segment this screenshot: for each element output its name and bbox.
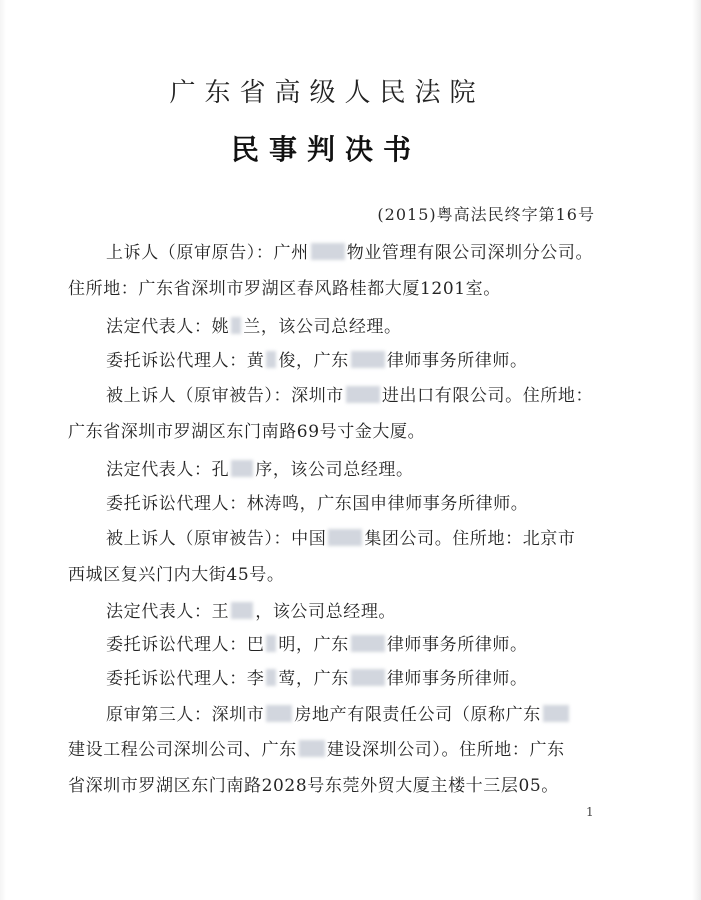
rep-role: 法定代表人：	[106, 460, 212, 480]
third-party-name-part: 房地产有限责任公司（原称广东	[294, 705, 541, 725]
redaction-mark	[346, 386, 380, 403]
appellant-name-part: 广州	[273, 243, 309, 263]
respondent1-address: 广东省深圳市罗湖区东门南路69号寸金大厦。	[68, 422, 426, 442]
third-party-name-part: 深圳市	[211, 705, 265, 725]
rep-role: 法定代表人：	[106, 317, 212, 337]
third-party-role: 原审第三人：	[106, 705, 212, 725]
appellant-address: 住所地：广东省深圳市罗湖区春风路桂都大厦1201室。	[68, 279, 501, 299]
agent-name-part: 律师事务所律师。	[386, 351, 528, 371]
appellant-representative	[106, 312, 402, 337]
rep-name-part: 序，该公司总经理。	[255, 460, 414, 480]
page-number: 1	[586, 805, 594, 819]
respondent2-line	[106, 524, 576, 549]
respondent1-name-part: 深圳市	[291, 386, 344, 406]
agent-role: 委托诉讼代理人：	[106, 669, 247, 689]
agent-name-part: 律师事务所律师。	[386, 669, 528, 689]
agent-name-part: 巴	[246, 635, 265, 655]
agent-name-part: 律师事务所律师。	[386, 635, 528, 655]
redaction-mark	[266, 669, 276, 686]
respondent1-representative	[106, 455, 414, 480]
redaction-mark	[266, 351, 276, 368]
rep-name-part: 王	[211, 602, 230, 622]
redaction-mark	[351, 351, 385, 368]
redaction-mark	[231, 602, 253, 619]
redaction-mark	[266, 635, 276, 652]
rep-name-part: 孔	[211, 460, 230, 480]
redaction-mark	[311, 243, 345, 260]
redaction-mark	[266, 705, 292, 722]
case-number: (2015)粤高法民终字第16号	[377, 205, 595, 224]
court-name: 广东省高级人民法院	[169, 78, 485, 108]
respondent2-role: 被上诉人（原审被告）：	[106, 529, 292, 549]
third-party-name-part: 建设深圳公司）。住所地：广东	[326, 740, 565, 760]
redaction-mark	[351, 635, 385, 652]
respondent2-agent-1	[106, 630, 528, 655]
appellant-name-part: 物业管理有限公司深圳分公司。	[346, 243, 594, 263]
appellant-role: 上诉人（原审原告）：	[106, 243, 274, 263]
agent-name-part: 莺，广东	[278, 669, 349, 689]
appellant-line	[106, 238, 593, 263]
respondent2-name-part: 中国	[291, 529, 327, 549]
respondent1-line	[106, 381, 593, 406]
third-party-name-part: 建设工程公司深圳公司、广东	[68, 740, 297, 760]
agent-name-part: 黄	[246, 351, 265, 371]
respondent1-role: 被上诉人（原审被告）：	[106, 386, 292, 406]
rep-name-part: 兰，该公司总经理。	[243, 317, 402, 337]
redaction-mark	[351, 669, 385, 686]
respondent2-agent-2	[106, 664, 528, 689]
document-title: 民事判决书	[230, 133, 421, 166]
redaction-mark	[231, 317, 241, 334]
agent-name-part: 李	[246, 669, 265, 689]
redaction-mark	[328, 529, 362, 546]
agent-name-part: 明，广东	[278, 635, 349, 655]
respondent1-name-part: 进出口有限公司。住所地：	[381, 386, 594, 406]
redaction-mark	[299, 740, 325, 757]
third-party-line-2	[68, 735, 565, 760]
appellant-agent	[106, 346, 528, 371]
rep-name-part: ，该公司总经理。	[255, 602, 397, 622]
respondent2-address: 西城区复兴门内大街45号。	[68, 565, 285, 585]
agent-role: 委托诉讼代理人：	[106, 635, 247, 655]
redaction-mark	[543, 705, 569, 722]
redaction-mark	[231, 460, 253, 477]
third-party-line	[106, 700, 571, 725]
rep-name-part: 姚	[211, 317, 230, 337]
agent-name-part: 俊，广东	[278, 351, 349, 371]
third-party-address: 省深圳市罗湖区东门南路2028号东莞外贸大厦主楼十三层05。	[68, 776, 559, 796]
respondent1-agent: 委托诉讼代理人：林涛鸣，广东国申律师事务所律师。	[106, 494, 529, 514]
respondent2-name-part: 集团公司。住所地：北京市	[364, 529, 576, 549]
rep-role: 法定代表人：	[106, 602, 212, 622]
agent-role: 委托诉讼代理人：	[106, 351, 247, 371]
respondent2-representative	[106, 597, 396, 622]
